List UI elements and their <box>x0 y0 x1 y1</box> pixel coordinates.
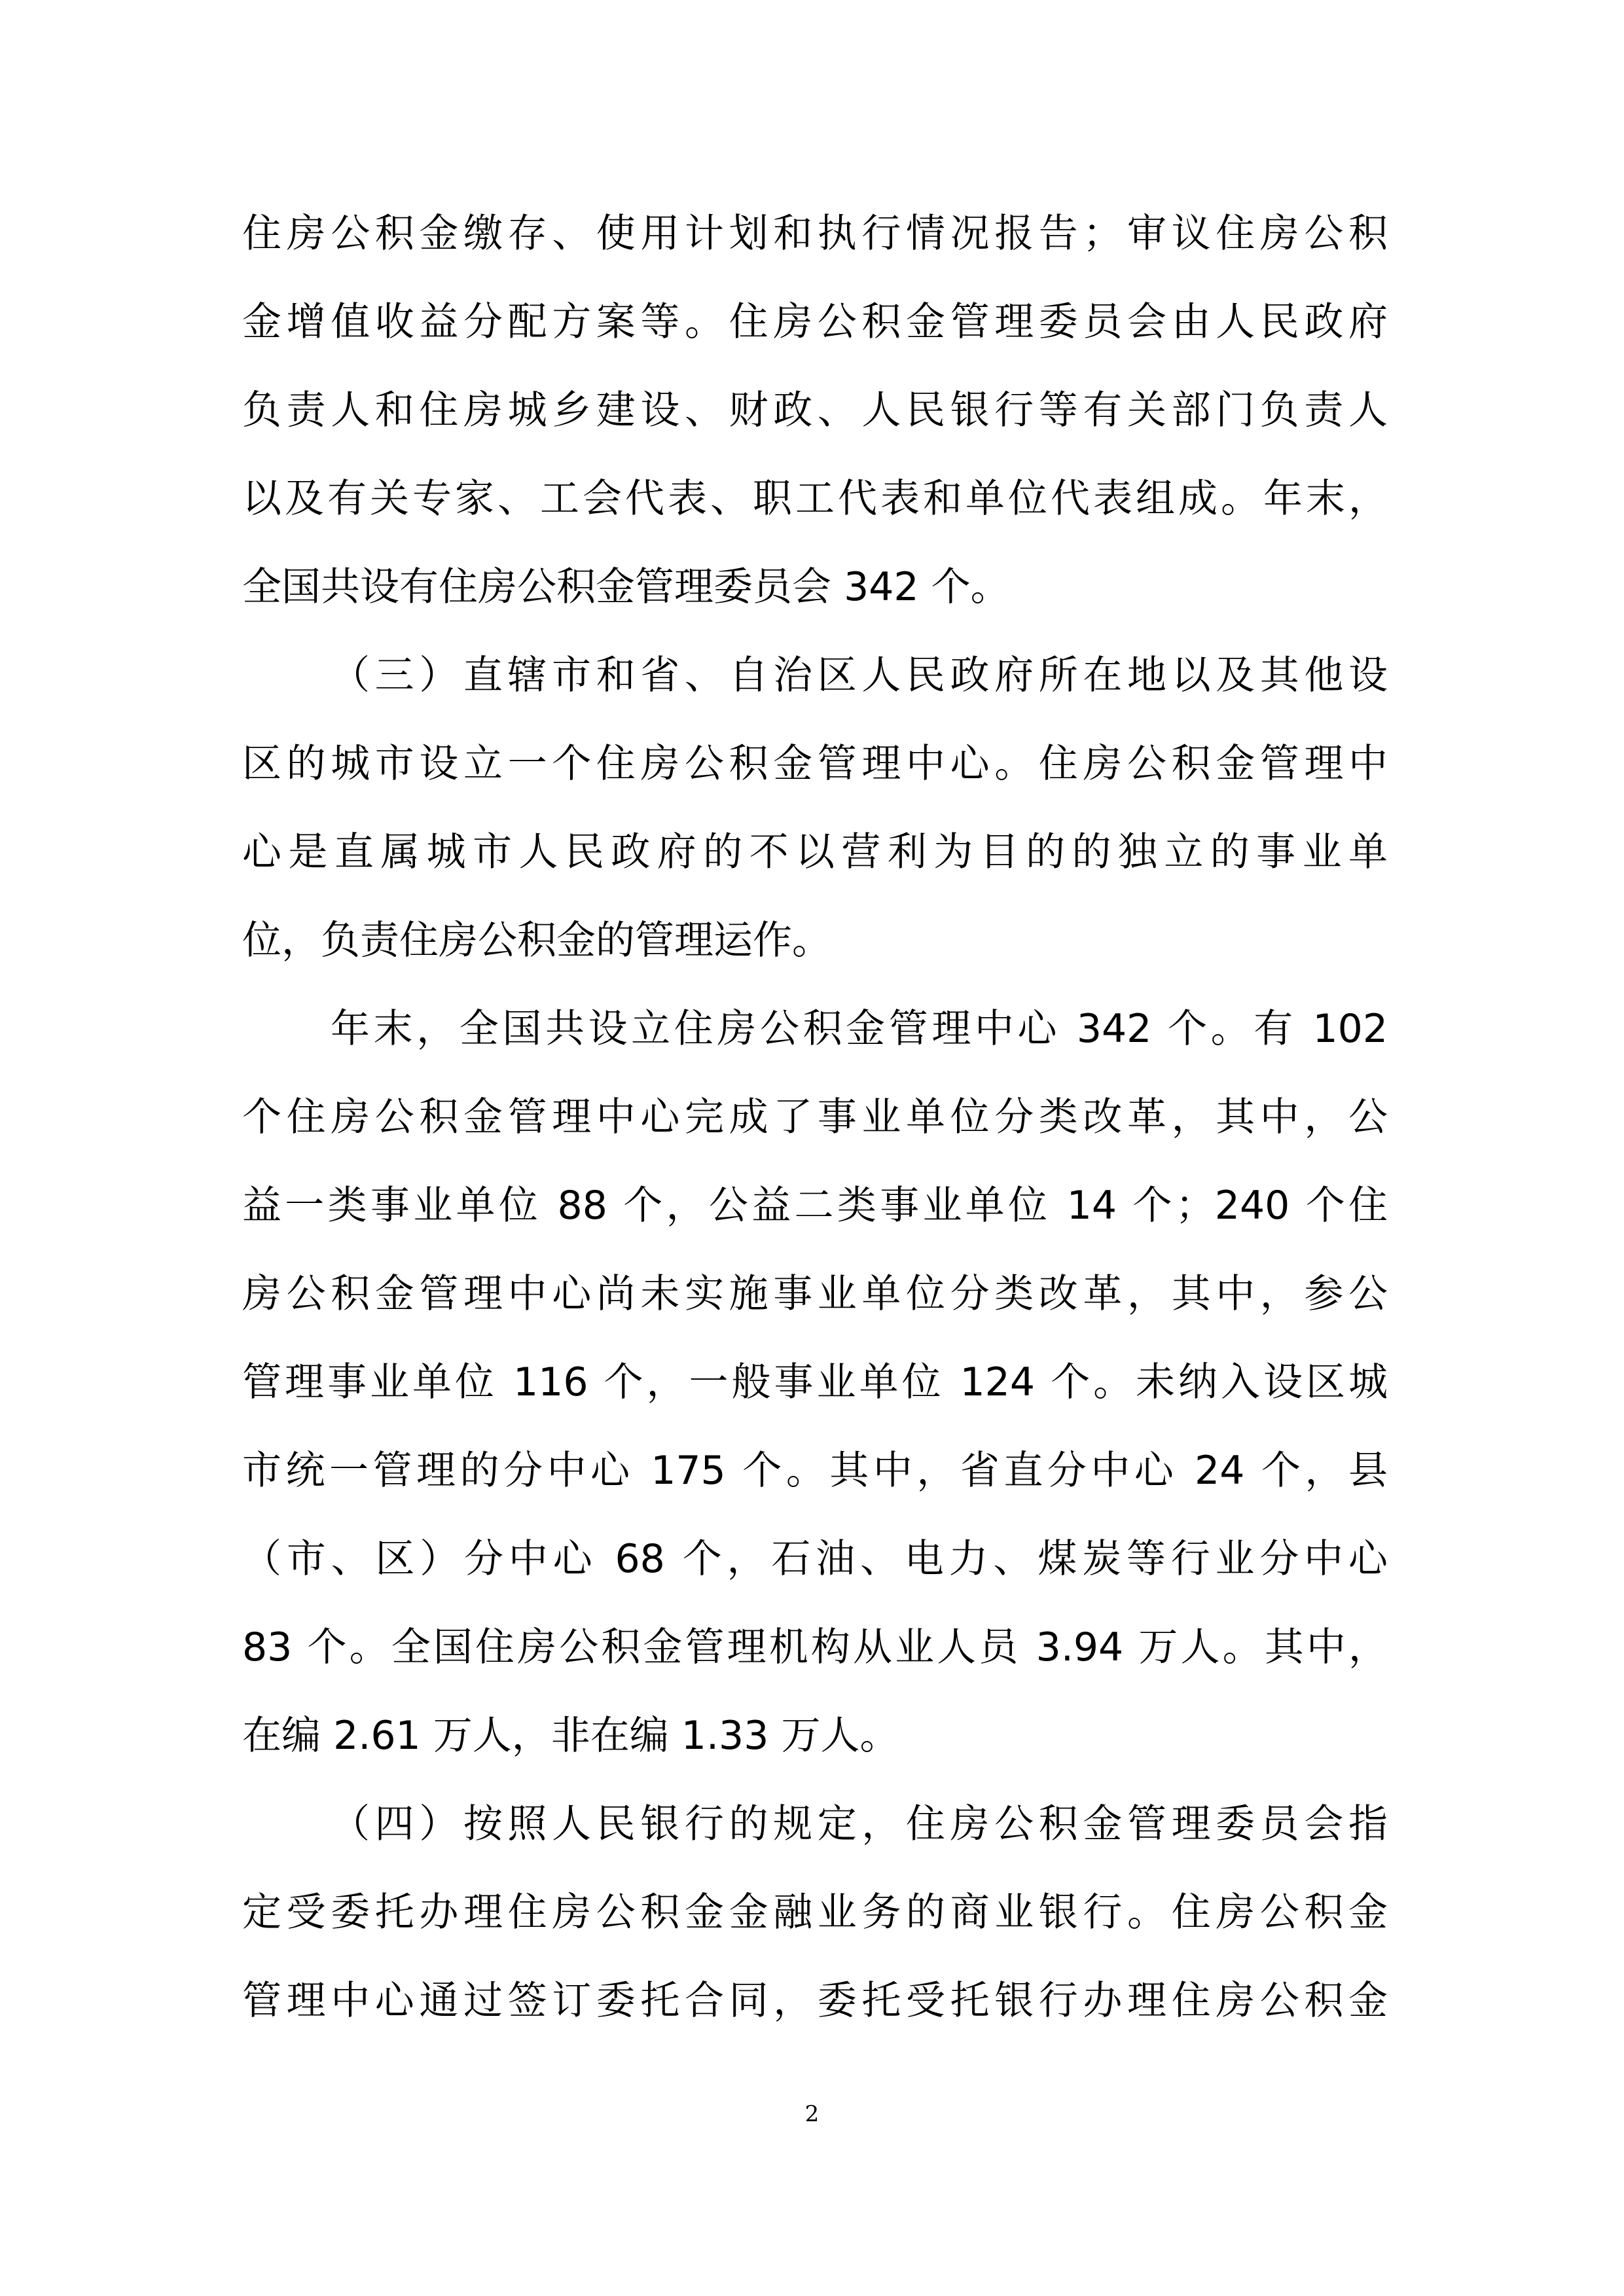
text-line: （市、区）分中心 68 个，石油、电力、煤炭等行业分中心 <box>242 1536 1388 1582</box>
text-line: 心是直属城市人民政府的不以营利为目的的独立的事业单 <box>242 829 1388 875</box>
text-line: 负责人和住房城乡建设、财政、人民银行等有关部门负责人 <box>242 387 1388 433</box>
text-line: 年末，全国共设立住房公积金管理中心 342 个。有 102 <box>331 1006 1388 1052</box>
text-line: 位，负责住房公积金的管理运作。 <box>242 918 831 963</box>
page-number: 2 <box>804 2101 820 2127</box>
text-line: 住房公积金缴存、使用计划和执行情况报告；审议住房公积 <box>242 211 1388 257</box>
text-line: 区的城市设立一个住房公积金管理中心。住房公积金管理中 <box>242 741 1388 787</box>
text-line: （四）按照人民银行的规定，住房公积金管理委员会指 <box>331 1801 1388 1847</box>
text-line: 全国共设有住房公积金管理委员会 342 个。 <box>242 564 1010 610</box>
text-line: 83 个。全国住房公积金管理机构从业人员 3.94 万人。其中， <box>242 1624 1388 1670</box>
text-line: 管理中心通过签订委托合同，委托受托银行办理住房公积金 <box>242 1978 1388 2024</box>
text-line: 益一类事业单位 88 个，公益二类事业单位 14 个；240 个住 <box>242 1183 1388 1229</box>
text-line: （三）直辖市和省、自治区人民政府所在地以及其他设 <box>331 653 1388 698</box>
text-line: 个住房公积金管理中心完成了事业单位分类改革，其中，公 <box>242 1094 1388 1140</box>
text-line: 市统一管理的分中心 175 个。其中，省直分中心 24 个，县 <box>242 1448 1388 1494</box>
text-line: 以及有关专家、工会代表、职工代表和单位代表组成。年末， <box>242 476 1388 522</box>
text-line: 房公积金管理中心尚未实施事业单位分类改革，其中，参公 <box>242 1271 1388 1317</box>
document-body <box>242 190 1388 2045</box>
text-line: 管理事业单位 116 个，一般事业单位 124 个。未纳入设区城 <box>242 1359 1388 1405</box>
text-line: 在编 2.61 万人，非在编 1.33 万人。 <box>242 1713 899 1759</box>
text-line: 定受委托办理住房公积金金融业务的商业银行。住房公积金 <box>242 1890 1388 1935</box>
text-line: 金增值收益分配方案等。住房公积金管理委员会由人民政府 <box>242 299 1388 345</box>
